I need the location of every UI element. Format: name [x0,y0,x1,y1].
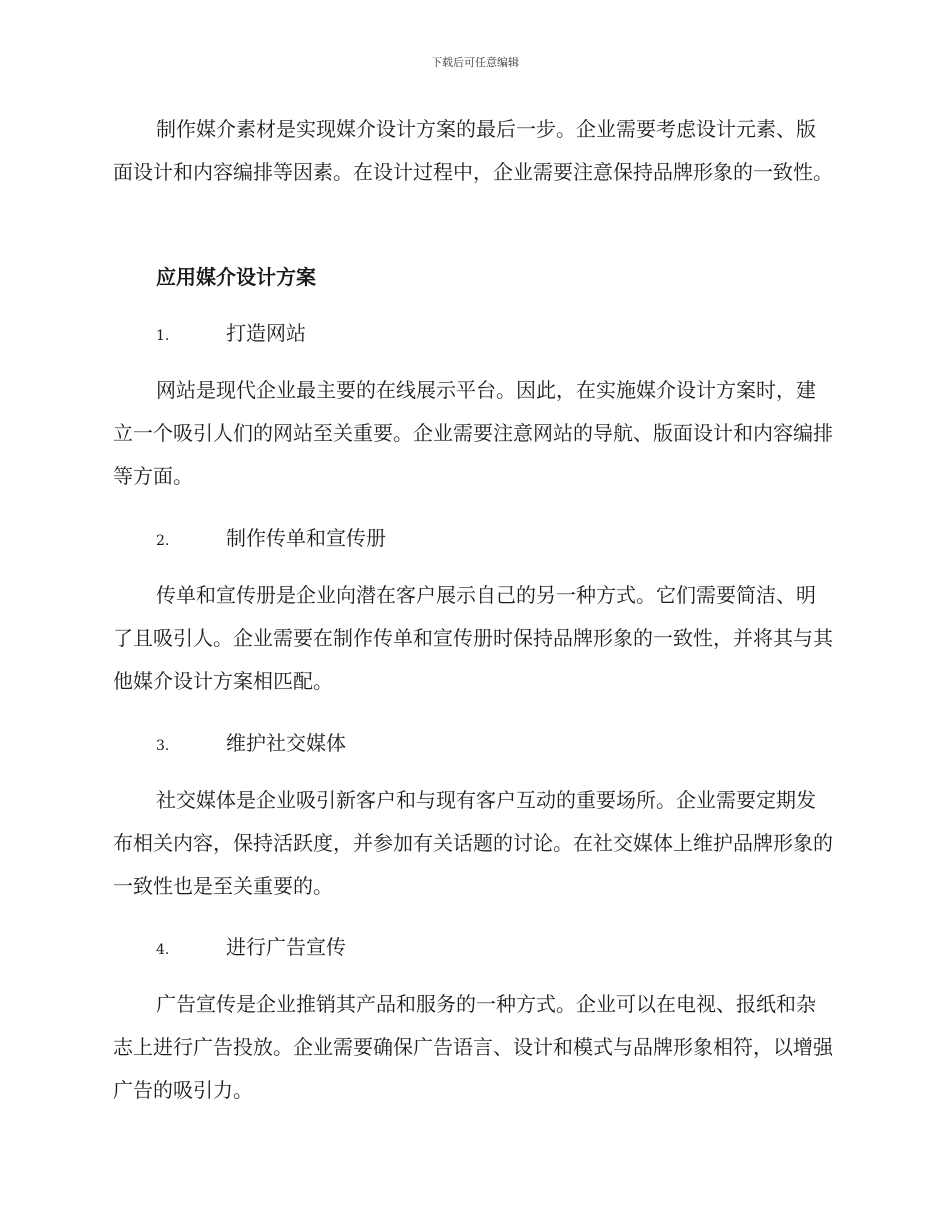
page-header-note: 下载后可任意编辑 [431,56,519,69]
list-item-number: 4. [156,942,170,958]
intro-paragraph-block [113,108,833,194]
list-item-number: 3. [156,738,170,754]
list-item-number: 2. [156,533,170,549]
list-item-body: 网站是现代企业最主要的在线展示平台。因此，在实施媒介设计方案时，建立一个吸引人们的网站至关重要。企业需要注意网站的导航、版面设计和内容编排等方面。 [113,378,833,488]
section-heading: 应用媒介设计方案 [156,265,316,289]
list-item-body-block [113,779,833,908]
list-item-body-block [113,574,833,703]
list-item-heading [156,728,346,761]
list-item-title: 制作传单和宣传册 [226,526,386,550]
list-item-body: 社交媒体是企业吸引新客户和与现有客户互动的重要场所。企业需要定期发布相关内容，保持活跃度，并参加有关话题的讨论。在社交媒体上维护品牌形象的一致性也是至关重要的。 [113,788,833,898]
list-item-title: 维护社交媒体 [226,731,346,755]
list-item-title: 进行广告宣传 [226,935,346,959]
list-item-heading [156,523,386,556]
list-item-body: 传单和宣传册是企业向潜在客户展示自己的另一种方式。它们需要简洁、明了且吸引人。企业需要在制作传单和宣传册时保持品牌形象的一致性，并将其与其他媒介设计方案相匹配。 [113,583,833,693]
list-item-number: 1. [156,328,170,344]
list-item-body-block [113,369,833,498]
list-item-title: 打造网站 [226,321,306,345]
list-item-body: 广告宣传是企业推销其产品和服务的一种方式。企业可以在电视、报纸和杂志上进行广告投放。企业需要确保广告语言、设计和模式与品牌形象相符，以增强广告的吸引力。 [113,992,833,1102]
list-item-heading [156,932,346,965]
intro-paragraph: 制作媒介素材是实现媒介设计方案的最后一步。企业需要考虑设计元素、版面设计和内容编排等因素。在设计过程中，企业需要注意保持品牌形象的一致性。 [113,117,833,184]
list-item-body-block [113,983,833,1112]
list-item-heading [156,318,306,351]
